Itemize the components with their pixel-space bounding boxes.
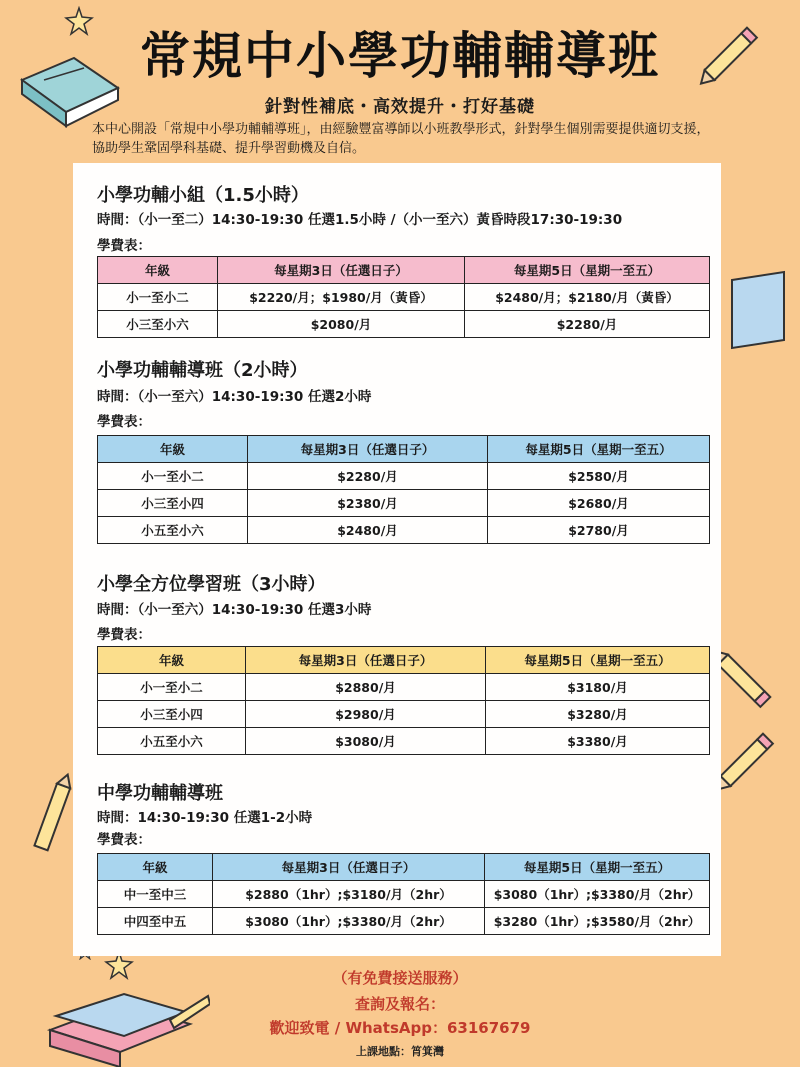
column-header: 每星期3日（任選日子） (246, 647, 486, 674)
table-row (98, 908, 710, 935)
fee-cell: $3380/月 (486, 728, 710, 755)
fee-cell: $2780/月 (488, 517, 710, 544)
fee-label: 學費表： (97, 832, 151, 848)
table-header-row (98, 647, 710, 674)
column-header: 每星期5日（星期一至五） (486, 647, 710, 674)
fee-cell: $2680/月 (488, 490, 710, 517)
grade-cell: 小一至小二 (98, 674, 246, 701)
section-time: 時間：（小一至六）14:30-19:30 任選2小時 (97, 389, 372, 405)
location-info: 上課地點：筲箕灣 (356, 1045, 444, 1058)
intro-text: 本中心開設「常規中小學功輔輔導班」，由經驗豐富導師以小班教學形式，針對學生個別需要提供適切支援，協助學生鞏固學科基礎、提升學習動機及自信。 (92, 122, 710, 156)
section-title: 小學全方位學習班（3小時） (97, 574, 326, 595)
table-row (98, 674, 710, 701)
fee-cell: $3080（1hr）;$3380/月（2hr） (485, 881, 710, 908)
column-header: 每星期5日（星期一至五） (488, 436, 710, 463)
grade-cell: 小五至小六 (98, 517, 248, 544)
grade-cell: 小一至小二 (98, 463, 248, 490)
column-header: 每星期3日（任選日子） (248, 436, 488, 463)
column-header: 年級 (98, 854, 213, 881)
fee-label: 學費表： (97, 238, 151, 254)
table-header-row (98, 854, 710, 881)
fee-cell: $3080（1hr）;$3380/月（2hr） (213, 908, 485, 935)
section-time: 時間：（小一至六）14:30-19:30 任選3小時 (97, 602, 372, 618)
table-row (98, 490, 710, 517)
fee-cell: $2080/月 (218, 311, 465, 338)
section-title: 小學功輔小組（1.5小時） (97, 185, 309, 206)
section-time: 時間：14:30-19:30 任選1-2小時 (97, 810, 313, 826)
enquiry-label: 查詢及報名： (354, 995, 445, 1013)
grade-cell: 中一至中三 (98, 881, 213, 908)
fee-cell: $2580/月 (488, 463, 710, 490)
page-subtitle: 針對性補底・高效提升・打好基礎 (265, 97, 535, 117)
table-row (98, 728, 710, 755)
contact-info: 歡迎致電 / WhatsApp：63167679 (269, 1019, 531, 1037)
page-title: 常規中小學功輔輔導班 (140, 27, 660, 85)
column-header: 每星期3日（任選日子） (218, 257, 465, 284)
fee-cell: $2880/月 (246, 674, 486, 701)
fee-cell: $2880（1hr）;$3180/月（2hr） (213, 881, 485, 908)
grade-cell: 小五至小六 (98, 728, 246, 755)
fee-cell: $2480/月 (248, 517, 488, 544)
fee-table (97, 435, 710, 544)
column-header: 每星期3日（任選日子） (213, 854, 485, 881)
transport-note: （有免費接送服務） (332, 969, 468, 987)
grade-cell: 小三至小四 (98, 701, 246, 728)
table-header-row (98, 436, 710, 463)
fee-label: 學費表： (97, 627, 151, 643)
column-header: 每星期5日（星期一至五） (465, 257, 710, 284)
fee-cell: $2480/月；$2180/月（黃昏） (465, 284, 710, 311)
table-row (98, 517, 710, 544)
fee-cell: $2220/月；$1980/月（黃昏） (218, 284, 465, 311)
grade-cell: 小三至小六 (98, 311, 218, 338)
fee-table (97, 256, 710, 338)
column-header: 年級 (98, 257, 218, 284)
column-header: 年級 (98, 647, 246, 674)
column-header: 年級 (98, 436, 248, 463)
fee-cell: $2980/月 (246, 701, 486, 728)
fee-cell: $2280/月 (465, 311, 710, 338)
section-time: 時間：（小一至二）14:30-19:30 任選1.5小時 /（小一至六）黃昏時段17:30-19:30 (97, 212, 623, 228)
column-header: 每星期5日（星期一至五） (485, 854, 710, 881)
fee-cell: $3180/月 (486, 674, 710, 701)
table-row (98, 881, 710, 908)
table-row (98, 701, 710, 728)
fee-cell: $3280（1hr）;$3580/月（2hr） (485, 908, 710, 935)
fee-label: 學費表： (97, 414, 151, 430)
table-row (98, 311, 710, 338)
table-row (98, 463, 710, 490)
fee-table (97, 646, 710, 755)
grade-cell: 小一至小二 (98, 284, 218, 311)
fee-cell: $3280/月 (486, 701, 710, 728)
section-title: 中學功輔輔導班 (97, 783, 223, 804)
fee-cell: $3080/月 (246, 728, 486, 755)
fee-cell: $2280/月 (248, 463, 488, 490)
grade-cell: 中四至中五 (98, 908, 213, 935)
section-title: 小學功輔輔導班（2小時） (97, 360, 308, 381)
fee-cell: $2380/月 (248, 490, 488, 517)
table-row (98, 284, 710, 311)
notebook-icon (728, 270, 788, 350)
fee-table (97, 853, 710, 935)
table-header-row (98, 257, 710, 284)
grade-cell: 小三至小四 (98, 490, 248, 517)
